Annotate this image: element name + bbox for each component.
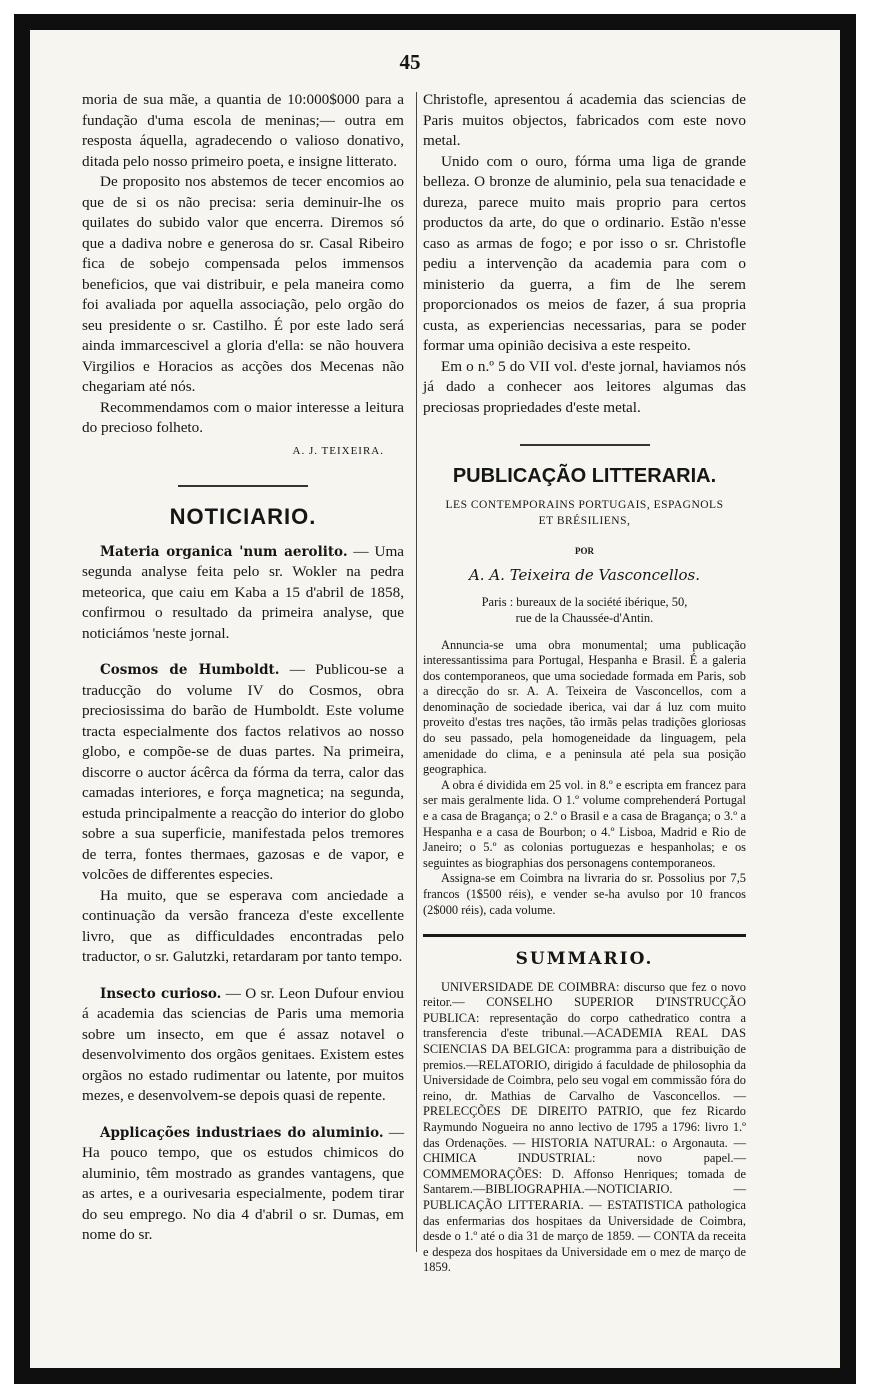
publication-title: PUBLICAÇÃO LITTERARIA.	[452, 465, 717, 487]
by-label: POR	[575, 545, 594, 556]
paragraph: Annuncia-se uma obra monumental; uma publicação interessantissima para Portugal, Hespanha e Brasil. É a galeria dos contemporaneos, que uma sociedade formada em Paris, sob a direcção do sr. A. A. Teixeira de Vasconcellos, com a denominação de sociedade iberica, vai dar á luz com muito proveito d'estas tres nações, tão irmãs pelas tradições gloriosas do seu passado, pela homogeneidade da linguagem, pela amenidade do clima, e a peninsula até pela sua posição geographica.	[423, 637, 746, 777]
paragraph: Ha muito, que se esperava com anciedade a continuação da versão franceza d'este excellente livro, que as difficuldades encontradas pelo traductor, o sr. Galutzki, retardaram por tanto tempo.	[82, 886, 404, 965]
summary-rule	[423, 934, 746, 937]
summary-text: UNIVERSIDADE DE COIMBRA: discurso que fez o novo reitor.— CONSELHO SUPERIOR D'INSTRUCÇÃO PUBLICA: representação do corpo cathedratico contra a transferencia d'este tribunal.—ACADEMIA REAL DAS SCIENCIAS DA BELGICA: programma para a distribuição de premios.—RELATORIO, dirigido á faculdade de philosophia da Universidade de Coimbra, pelo seu vogal em commissão fóra do reino, dr. Mathias de Carvalho de Vasconcellos. — PRELECÇÕES DE DIREITO PATRIO, que fez Ricardo Raymundo Nogueira no anno lectivo de 1795 a 1796: livro 1.º das Ordenações. — HISTORIA NATURAL: o Argonauta. — CHIMICA INDUSTRIAL: novo papel.—COMMEMORAÇÕES: D. Affonso Henriques; tomada de Santarem.—BIBLIOGRAPHIA.—NOTICIARIO. — PUBLICAÇÃO LITTERARIA. — ESTATISTICA pathologica das enfermarias dos hospitaes da Universidade de Coimbra, desde o 1.º até o dia 31 de março de 1859. — CONTA da receita e despeza dos hospitaes da Universidade em o mez de março de 1859.	[423, 979, 746, 1275]
paragraph: Assigna-se em Coimbra na livraria do sr. Possolius por 7,5 francos (1$500 réis), e vender se-ha avulso por 10 francos (2$000 réis), cada volume.	[423, 871, 746, 917]
signature: A. J. TEIXEIRA.	[292, 444, 384, 457]
paragraph: Christofle, apresentou á academia das sciencias de Paris muitos objectos, fabricados com este novo metal.	[423, 91, 746, 149]
news-text: — O sr. Leon Dufour enviou á academia das sciencias de Paris uma memoria sobre um insecto, em que é assaz notavel o desenvolvimento dos orgãos genitaes. Existem estes orgãos no estado rudimentar ou latente, por muitos mezes, e desenvolvem-se depois quasi de repente.	[82, 984, 405, 1104]
news-heading: Insecto curioso.	[100, 985, 222, 1002]
paragraph: Em o n.º 5 do VII vol. d'este jornal, haviamos nós já dado a conhecer aos leitores algumas das preciosas propriedades d'este metal.	[423, 357, 746, 416]
section-rule	[178, 485, 308, 487]
left-column	[82, 90, 404, 1246]
news-text: — Ha pouco tempo, que os estudos chimicos do aluminio, têm mostrado as grandes vantagens, que as artes, e a ourivesaria especialmente, podem tirar do seu emprego. No dia 4 d'abril o sr. Dumas, em nome do sr.	[82, 1123, 404, 1243]
summary-title: SUMMARIO.	[515, 949, 654, 970]
right-column	[423, 90, 746, 1276]
news-heading: Applicações industriaes do aluminio.	[100, 1124, 384, 1141]
book-title: LES CONTEMPORAINS PORTUGAIS, ESPAGNOLS	[445, 498, 724, 511]
section-rule	[520, 444, 650, 446]
book-title: ET BRÉSILIENS,	[538, 514, 631, 527]
column-divider	[416, 92, 417, 1252]
news-text: — Publicou-se a traducção do volume IV do Cosmos, obra preciosissima do barão de Humboldt. Este volume tracta especialmente dos factos relativos ao nosso globo, e compõe-se de duas partes. Na primeira, discorre o auctor ácêrca da fórma da terra, calor das camadas interiores, e força magnetica; na segunda, estuda principalmente a reacção do interior do globo sobre a sua superficie, manifestada pelos tremores de terra, fontes thermaes, gazosas e de vapor, e volcões de differentes especies.	[82, 661, 404, 883]
publisher-line	[423, 594, 746, 626]
news-text: — Uma segunda analyse feita pelo sr. Wokler na pedra meteorica, que caiu em Kaba a 15 d'abril de 1858, confirmou o resultado da primeira analyse, que noticiámos 'neste jornal.	[82, 542, 405, 642]
page-number: 45	[399, 50, 421, 74]
publisher-text: Paris : bureaux de la société ibérique, 50,	[481, 594, 688, 609]
paragraph: A obra é dividida em 25 vol. in 8.º e escripta em francez para ser mais geralmente lida. O 1.º volume comprehenderá Portugal e a casa de Bragança; o 2.º o Brasil e a casa de Bragança; o 3.º a Hespanha e a casa de Bourbon; o 4.º Lisboa, Madrid e Rio de Janeiro; o 5.º as colonias portuguezas e hespanholas; e os seguintes as biographias dos personagens contemporaneos.	[423, 777, 746, 870]
news-heading: Cosmos de Humboldt.	[100, 662, 280, 678]
news-item	[82, 1123, 404, 1246]
author-name: A. A. Teixeira de Vasconcellos.	[468, 566, 701, 584]
paragraph: moria de sua mãe, a quantia de 10:000$000 para a fundação d'uma escola de meninas;— outra em resposta áquella, agradecendo o valioso donativo, ditada pelo nosso primeiro poeta, e insigne litterato.	[82, 91, 404, 170]
paragraph: De proposito nos abstemos de tecer encomios ao que de si os não precisa: seria deminuir-lhe os quilates do subido valor que encerra. Diremos só que a dadiva nobre e generosa do sr. Casal Ribeiro fica de sobejo compensada pelos immensos beneficios, que vai distribuir, e pela maneira como foi avaliada por aquella associação, pelo orgão do seu presidente o sr. Castilho. É por este lado será ainda immarcescivel a gloria d'ella: se não houvera Virgilios e Horacios as acções dos Mecenas não chegariam até nós.	[82, 173, 404, 395]
news-item	[82, 542, 404, 645]
publisher-text: rue de la Chaussée-d'Antin.	[515, 610, 654, 625]
news-item	[82, 660, 404, 886]
noticiario-title: NOTICIARIO.	[169, 504, 317, 529]
paragraph: Unido com o ouro, fórma uma liga de grande belleza. O bronze de aluminio, pela sua tenacidade e dureza, parece muito mais proprio para certos productos da arte, do que o ordinario. Estão n'esse caso as armas de fogo; e por isso o sr. Christofle pediu a intervenção da academia para com o ministerio da guerra, a fim de lhe serem proporcionados os meios de fazer, á sua propria custa, as experiencias necessarias, para se poder formar uma opinião decisiva a este respeito.	[423, 152, 746, 354]
news-heading: Materia organica 'num aerolito.	[100, 543, 348, 560]
news-item	[82, 984, 404, 1107]
paragraph: Recommendamos com o maior interesse a leitura do precioso folheto.	[82, 398, 404, 436]
